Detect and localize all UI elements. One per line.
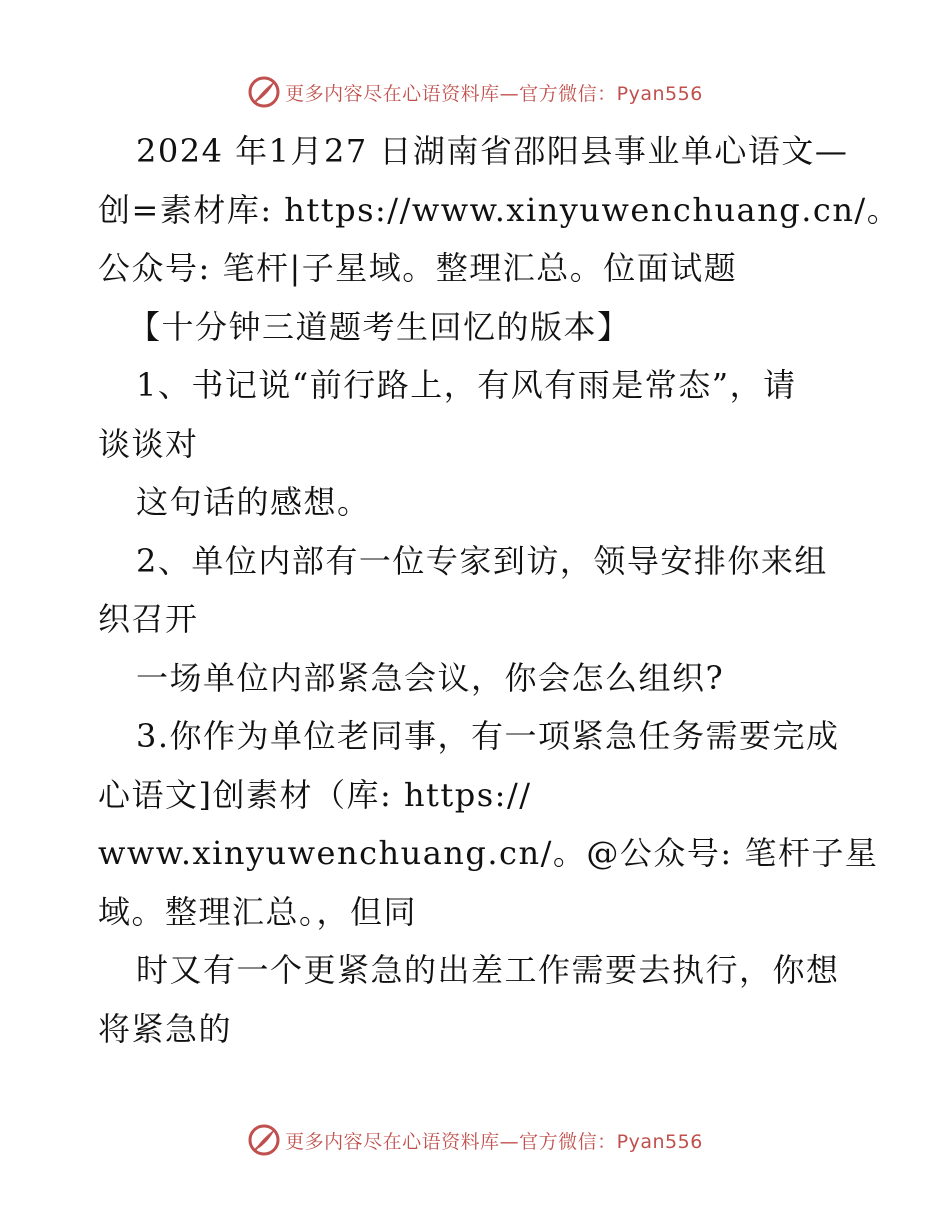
- footer-banner: [0, 1120, 950, 1160]
- text-line: 织召开: [98, 600, 199, 638]
- text-line: 时又有一个更紧急的出差工作需要去执行，你想: [136, 951, 840, 989]
- text-line: 谈谈对: [98, 424, 199, 463]
- text-line: 创=素材库: https://www.xinyuwenchuang.cn/。: [98, 190, 901, 229]
- footer-banner-text: 更多内容尽在心语资料库—官方微信：Pyan556: [285, 1130, 703, 1153]
- header-banner: [0, 72, 950, 112]
- text-line: 域。整理汇总。，但同: [98, 892, 418, 931]
- quill-pen-logo-icon: [247, 1123, 281, 1157]
- text-line: 将紧急的: [98, 1009, 233, 1048]
- question-1: 1、书记说“前行路上，有风有雨是常态”，请: [136, 366, 797, 404]
- text-line: 公众号: 笔杆|子星域。整理汇总。位面试题: [98, 249, 738, 287]
- quill-pen-logo-icon: [247, 75, 281, 109]
- question-2: 2、单位内部有一位专家到访，领导安排你来组: [136, 541, 828, 580]
- text-line: 2024 年1月27 日湖南省邵阳县事业单心语文—: [136, 132, 849, 170]
- text-line: www.xinyuwenchuang.cn/。@公众号: 笔杆子星: [98, 834, 879, 872]
- section-heading: 【十分钟三道题考生回忆的版本】: [128, 307, 631, 346]
- text-line: 心语文]创素材（库: https://: [98, 775, 532, 814]
- text-line: 一场单位内部紧急会议，你会怎么组织?: [136, 658, 725, 697]
- text-line: 这句话的感想。: [136, 483, 371, 521]
- header-banner-text: 更多内容尽在心语资料库—官方微信：Pyan556: [285, 82, 703, 105]
- question-3: 3.你作为单位老同事，有一项紧急任务需要完成: [136, 717, 840, 755]
- document-body: [98, 122, 901, 1058]
